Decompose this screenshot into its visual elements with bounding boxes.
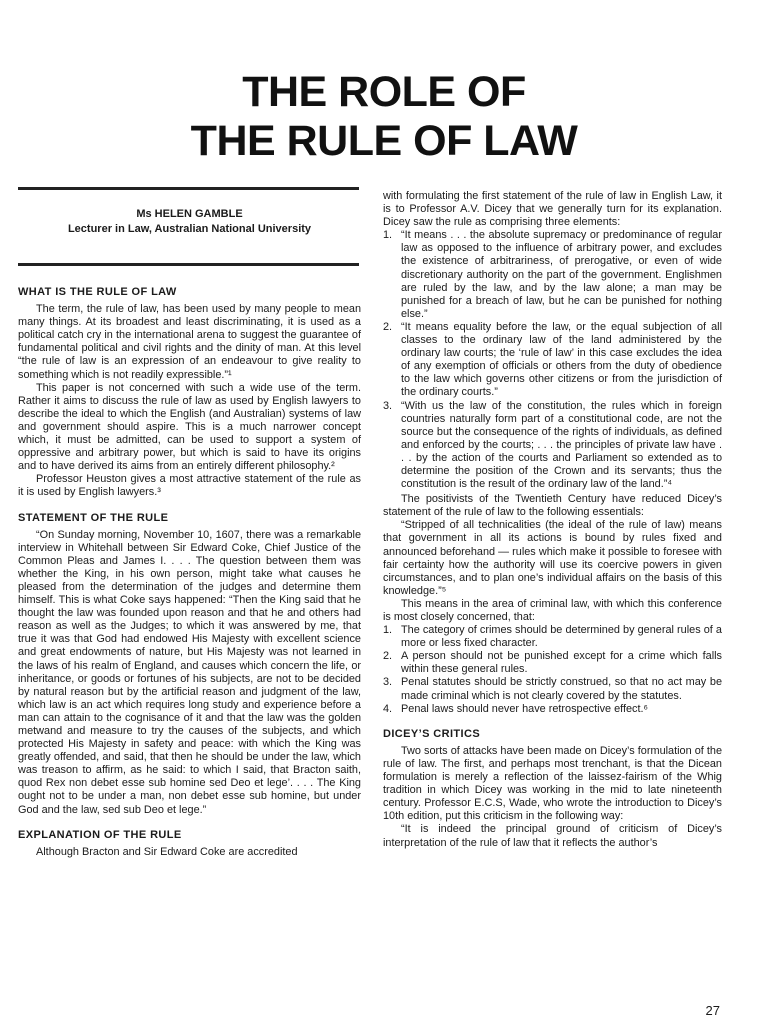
right-column bbox=[383, 190, 722, 850]
top-rule bbox=[18, 187, 359, 190]
list-item: 3. Penal statutes should be strictly construed, so that no act may be made criminal which is not clearly covered by the statutes. bbox=[383, 676, 722, 702]
left-column bbox=[18, 286, 361, 859]
dicey-elements-list bbox=[383, 229, 722, 491]
paragraph: “On Sunday morning, November 10, 1607, there was a remarkable interview in Whitehall between Sir Edward Coke, Chief Justice of the Common Pleas and James I. . . . The question between them was whether the King, in his own person, might take what causes he pleased from the determination of the judges and determine them himself. This is what Coke says happened: “Then the King said that he thought the law was founded upon reason and that he and others had reason as well as the Judges; to which it was answered by me, that true it was that God had endowed His Majesty with excellent science and great endowments of nature, but His Majesty was not learned in the laws of his realm of England, and causes which concern the life, or inheritance, or goods or fortunes of his subjects, are not to be decided by natural reason but by the artificial reason and judgment of the law, which law is an act which requires long study and experience before a man can attain to the cognisance of it and that the law was the golden metwand and measure to try the causes of the subjects, and which protected His Majesty in safety and peace: with which the King was greatly offended, and said, that then he should be under the law, which was treason to affirm, as he said: to which I said, that Bracton saith, quod Rex non debet esse sub homine sed Deo et lege’. . . . The King ought not to be under a man, non debet esse sub homine, but under God and the law, sed sub Deo et lege.” bbox=[18, 528, 361, 816]
list-item: 2. “It means equality before the law, or the equal subjection of all classes to the ordinary law of the land administered by the ordinary law courts; the ‘rule of law’ in this case excludes the idea of any exemption of officials or others from the duty of obedience to the law which governs other citizens or from the jurisdiction of the ordinary courts.” bbox=[383, 320, 722, 399]
paragraph: with formulating the first statement of the rule of law in English Law, it is to Professor A.V. Dicey that we generally turn for its explanation. Dicey saw the rule as comprising three elements: bbox=[383, 190, 722, 229]
paragraph: This means in the area of criminal law, with which this conference is most closely concerned, that: bbox=[383, 597, 722, 623]
paragraph: Two sorts of attacks have been made on Dicey’s formulation of the rule of law. The first, and perhaps most trenchant, is that the Dicean formulation is merely a reflection of the laissez-fairism of the Whig tradition in which Dicey was working in the mid to late nineteenth century. Professor E.C.S, Wade, who wrote the introduction to Dicey’s 10th edition, put this criticism in the following way: bbox=[383, 744, 722, 823]
criminal-law-list bbox=[383, 624, 722, 716]
title-line-1: THE ROLE OF bbox=[242, 68, 526, 116]
title-line-2: THE RULE OF LAW bbox=[190, 117, 578, 165]
paragraph: The term, the rule of law, has been used by many people to mean many things. At its broadest and least discriminating, it is used as a political catch cry in the international arena to suggest the guarantee of fundamental political and civil rights and the dinity of man. At this level “the rule of law is an expression of an endeavour to give reality to something which is not readily expressible.”¹ bbox=[18, 303, 361, 381]
section-heading-explanation: EXPLANATION OF THE RULE bbox=[18, 828, 182, 841]
paragraph: “It is indeed the principal ground of criticism of Dicey’s interpretation of the rule of law that it reflects the author’s bbox=[383, 823, 722, 849]
section-heading-statement: STATEMENT OF THE RULE bbox=[18, 511, 169, 524]
bottom-rule bbox=[18, 263, 359, 266]
section-heading-critics: DICEY’S CRITICS bbox=[383, 727, 481, 740]
paragraph: “Stripped of all technicalities (the ideal of the rule of law) means that government in all its actions is bound by rules fixed and announced beforehand — rules which make it possible to foresee with fair certainty how the authority will use its coercive powers in given circumstances, and to plan one’s individual affairs on the basis of this knowledge.”⁵ bbox=[383, 519, 722, 597]
author-name: Ms HELEN GAMBLE bbox=[136, 208, 243, 220]
list-item: 4. Penal laws should never have retrospective effect.⁶ bbox=[383, 702, 649, 715]
list-item: 3. “With us the law of the constitution, the rules which in foreign countries naturally form part of a constitutional code, are not the source but the consequence of the rights of individuals, as defined and enforced by the courts; . . . the principles of private law have . . . by the action of the courts and Parliament so extended as to determine the position of the Crown and its servants; thus the constitution is the result of the ordinary law of the land.”⁴ bbox=[383, 399, 722, 491]
author-affiliation: Lecturer in Law, Australian National University bbox=[67, 223, 312, 235]
list-item: 2. A person should not be punished except for a crime which falls within these general rules. bbox=[383, 650, 722, 676]
author-block bbox=[18, 207, 361, 237]
paragraph: The positivists of the Twentieth Century have reduced Dicey’s statement of the rule of law to the following essentials: bbox=[383, 493, 722, 519]
section-heading-what-is: WHAT IS THE RULE OF LAW bbox=[18, 286, 177, 298]
list-item: 1. The category of crimes should be determined by general rules of a more or less fixed character. bbox=[383, 624, 722, 650]
paragraph: This paper is not concerned with such a wide use of the term. Rather it aims to discuss the rule of law as used by English lawyers to describe the ideal to which the English (and Australian) systems of law and government should aspire. This is a much narrower concept which, it must be admitted, can be used to support a system of oppressive and arbitrary power, but which is said to have its origins and to have derived its aims from an entirely different philosophy.² bbox=[18, 381, 361, 473]
list-item: 1. “It means . . . the absolute supremacy or predominance of regular law as opposed to the influence of arbitrary power, and excludes the existence of arbitrariness, of prerogative, or even of wide discretionary authority on the part of the government. Englishmen are ruled by the law, and by the law alone; a man may be punished for a breach of law, but he can be punished for nothing else.” bbox=[383, 229, 722, 320]
paragraph: Although Bracton and Sir Edward Coke are accredited bbox=[36, 845, 298, 858]
paragraph: Professor Heuston gives a most attractive statement of the rule as it is used by English lawyers.³ bbox=[18, 473, 361, 499]
article-title bbox=[0, 68, 768, 166]
page-number: 27 bbox=[705, 1003, 720, 1018]
